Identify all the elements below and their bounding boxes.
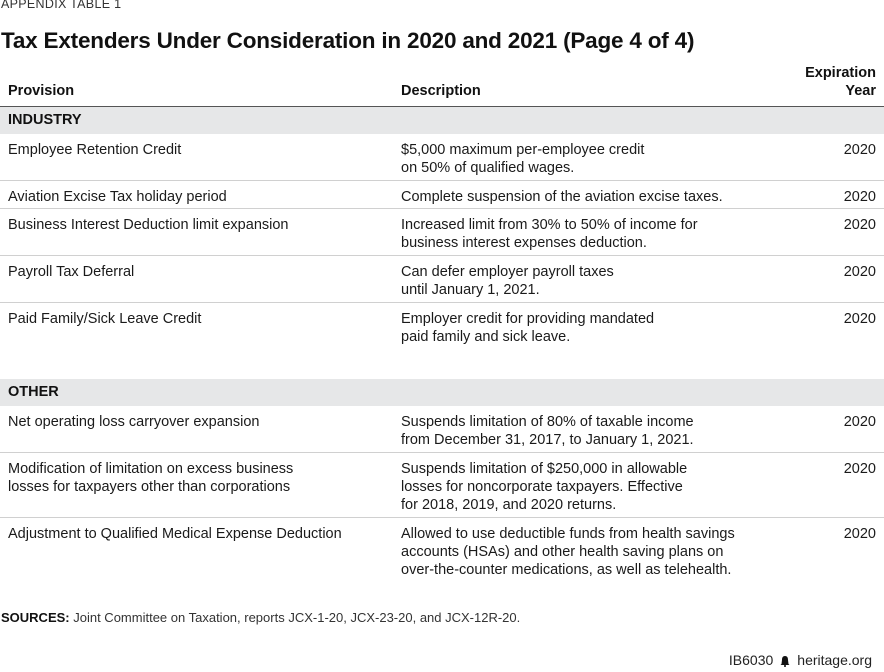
page-title: Tax Extenders Under Consideration in 2020 and 2021 (Page 4 of 4) — [1, 28, 695, 53]
description-line: until January 1, 2021. — [401, 282, 540, 298]
footer — [729, 652, 872, 668]
provision-line: Business Interest Deduction limit expansion — [8, 217, 289, 233]
description-line: over-the-counter medications, as well as telehealth. — [401, 562, 732, 578]
expiration-year-cell: 2020 — [843, 142, 876, 158]
description-line: accounts (HSAs) and other health saving plans on — [401, 544, 724, 560]
table-row — [0, 134, 884, 181]
provision-cell — [8, 310, 388, 328]
liberty-bell-icon — [779, 654, 791, 666]
description-line: from December 31, 2017, to January 1, 2021. — [401, 432, 694, 448]
description-cell — [401, 216, 801, 252]
table-row — [0, 256, 884, 303]
description-line: losses for noncorporate taxpayers. Effective — [401, 479, 683, 495]
expiration-year-cell: 2020 — [843, 311, 876, 327]
header-provision: Provision — [8, 83, 75, 99]
description-cell — [401, 188, 801, 206]
description-line: Complete suspension of the aviation excise taxes. — [401, 189, 723, 205]
table-row — [0, 518, 884, 582]
provision-cell — [8, 525, 388, 543]
provision-cell — [8, 413, 388, 431]
table-row — [0, 453, 884, 518]
provision-cell — [8, 263, 388, 281]
description-cell — [401, 310, 801, 346]
sources-note — [1, 610, 520, 625]
appendix-label: APPENDIX TABLE 1 — [1, 0, 122, 11]
provision-line: Modification of limitation on excess business — [8, 461, 294, 477]
sources-label: SOURCES: — [1, 610, 70, 625]
extenders-table — [0, 60, 884, 582]
section-spacer — [0, 349, 884, 379]
description-cell — [401, 263, 801, 299]
description-cell — [401, 413, 801, 449]
provision-cell — [8, 141, 388, 159]
expiration-year-cell: 2020 — [843, 526, 876, 542]
provision-line: Aviation Excise Tax holiday period — [8, 189, 227, 205]
section-header: INDUSTRY — [0, 107, 884, 134]
table-row — [0, 181, 884, 209]
provision-line: losses for taxpayers other than corporations — [8, 479, 291, 495]
footer-site: heritage.org — [797, 652, 872, 668]
section-header: OTHER — [0, 379, 884, 406]
description-line: Suspends limitation of 80% of taxable income — [401, 414, 694, 430]
expiration-year-cell: 2020 — [843, 189, 876, 205]
description-line: Increased limit from 30% to 50% of income for — [401, 217, 698, 233]
expiration-year-cell: 2020 — [843, 217, 876, 233]
header-description: Description — [401, 83, 481, 99]
description-line: $5,000 maximum per-employee credit — [401, 142, 645, 158]
header-expiration-year — [805, 64, 876, 100]
description-line: business interest expenses deduction. — [401, 235, 647, 251]
provision-cell — [8, 216, 388, 234]
expiration-year-cell: 2020 — [843, 264, 876, 280]
footer-code: IB6030 — [728, 652, 774, 668]
description-line: Suspends limitation of $250,000 in allowable — [401, 461, 688, 477]
sources-text: Joint Committee on Taxation, reports JCX-1-20, JCX-23-20, and JCX-12R-20. — [69, 610, 521, 625]
description-line: on 50% of qualified wages. — [401, 160, 575, 176]
table-header — [0, 60, 884, 107]
description-cell — [401, 460, 801, 514]
table-row — [0, 406, 884, 453]
provision-line: Payroll Tax Deferral — [8, 264, 135, 280]
provision-line: Paid Family/Sick Leave Credit — [8, 311, 202, 327]
provision-line: Adjustment to Qualified Medical Expense Deduction — [8, 526, 342, 542]
description-cell — [401, 141, 801, 177]
expiration-year-cell: 2020 — [843, 414, 876, 430]
description-cell — [401, 525, 801, 579]
table-row — [0, 209, 884, 256]
description-line: Can defer employer payroll taxes — [401, 264, 614, 280]
table-row — [0, 303, 884, 349]
provision-line: Net operating loss carryover expansion — [8, 414, 260, 430]
provision-line: Employee Retention Credit — [8, 142, 182, 158]
description-line: Allowed to use deductible funds from health savings — [401, 526, 735, 542]
provision-cell — [8, 460, 388, 496]
header-expiration-line1: Expiration — [805, 65, 876, 81]
description-line: paid family and sick leave. — [401, 329, 571, 345]
header-expiration-line2: Year — [845, 83, 876, 99]
table-body — [0, 107, 884, 582]
description-line: for 2018, 2019, and 2020 returns. — [401, 497, 617, 513]
description-line: Employer credit for providing mandated — [401, 311, 655, 327]
provision-cell — [8, 188, 388, 206]
expiration-year-cell: 2020 — [843, 461, 876, 477]
